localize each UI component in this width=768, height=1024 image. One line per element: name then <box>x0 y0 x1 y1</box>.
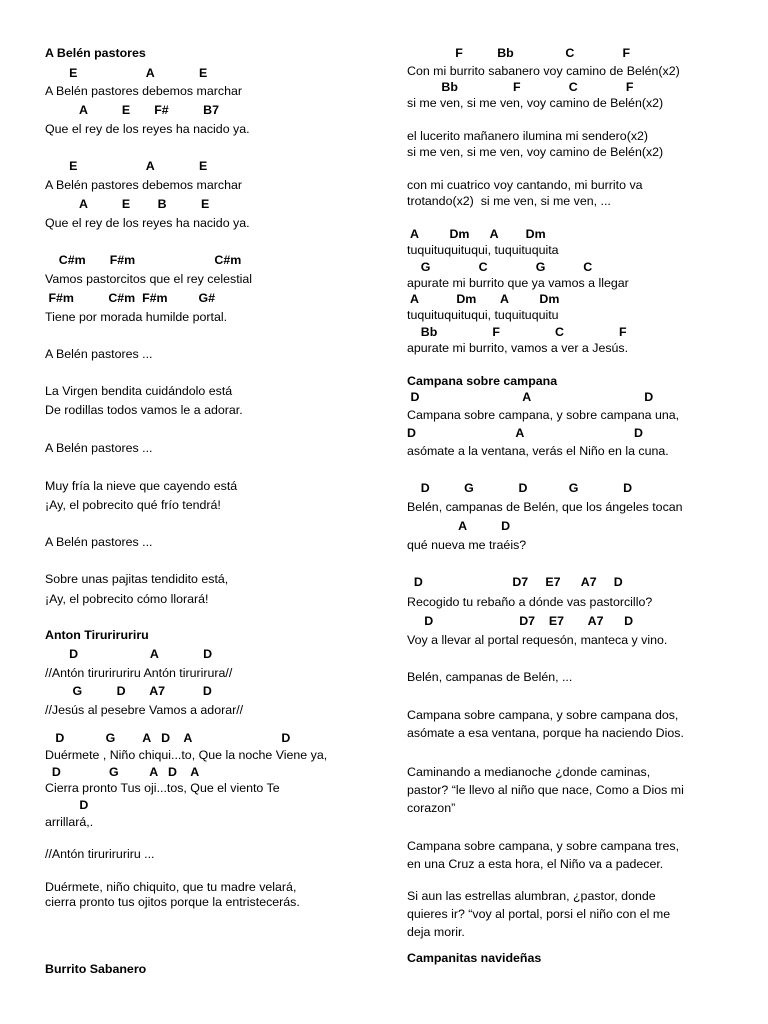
lyric-line: A Belén pastores debemos marchar <box>45 84 242 98</box>
lyric-line: apurate mi burrito, vamos a ver a Jesús. <box>407 341 629 355</box>
lyric-line: asómate a la ventana, verás el Niño en la cuna. <box>407 444 669 458</box>
lyric-line: A Belén pastores debemos marchar <box>45 178 242 192</box>
chord-line: D G A D A <box>45 765 200 779</box>
lyric-line: con mi cuatrico voy cantando, mi burrito va <box>407 178 643 192</box>
lyric-line: Belén, campanas de Belén, ... <box>407 670 573 684</box>
lyric-line: tuquituquituqui, tuquituquita <box>407 243 559 257</box>
lyric-line: //Antón tiruriruriru ... <box>45 847 155 861</box>
lyric-line: Voy a llevar al portal requesón, manteca y vino. <box>407 633 668 647</box>
lyric-line: pastor? “le llevo al niño que nace, Como a Dios mi <box>407 783 684 797</box>
lyric-line: quieres ir? “voy al portal, porsi el niño con el me <box>407 907 671 921</box>
lyric-line: el lucerito mañanero ilumina mi sendero(x2) <box>407 129 649 143</box>
lyric-line: Vamos pastorcitos que el rey celestial <box>45 272 253 286</box>
song-title: Burrito Sabanero <box>45 962 147 976</box>
lyric-line: corazon” <box>407 801 456 815</box>
chord-line: D G A D A D <box>45 731 291 745</box>
chord-line: G C G C <box>407 260 593 274</box>
lyric-line: Duérmete , Niño chiqui...to, Que la noche Viene ya, <box>45 748 328 762</box>
lyric-line: Sobre unas pajitas tendidito está, <box>45 572 229 586</box>
chord-line: A Dm A Dm <box>407 292 560 306</box>
lyric-line: si me ven, si me ven, voy camino de Belén(x2) <box>407 96 664 110</box>
lyric-line: A Belén pastores ... <box>45 441 153 455</box>
lyric-line: tuquituquituqui, tuquituquitu <box>407 308 559 322</box>
chord-line: G D A7 D <box>45 684 212 698</box>
lyric-line: Campana sobre campana, y sobre campana dos, <box>407 708 679 722</box>
chord-line: Bb F C F <box>407 325 627 339</box>
lyric-line: ¡Ay, el pobrecito qué frío tendrá! <box>45 498 221 512</box>
lyric-line: A Belén pastores ... <box>45 347 153 361</box>
chord-line: D A D <box>407 390 654 404</box>
chord-line: A Dm A Dm <box>407 227 546 241</box>
lyric-line: trotando(x2) si me ven, si me ven, ... <box>407 194 611 208</box>
chord-line: D G D G D <box>407 481 633 495</box>
lyric-line: Que el rey de los reyes ha nacido ya. <box>45 122 250 136</box>
lyric-line: Belén, campanas de Belén, que los ángeles tocan <box>407 500 683 514</box>
song-title: Campana sobre campana <box>407 374 558 388</box>
lyric-line: ¡Ay, el pobrecito cómo llorará! <box>45 592 209 606</box>
lyric-line: De rodillas todos vamos le a adorar. <box>45 403 243 417</box>
lyric-line: si me ven, si me ven, voy camino de Belén(x2) <box>407 145 664 159</box>
lyric-line: //Antón tiruriruriru Antón tirurirura// <box>45 666 233 680</box>
song-title: A Belén pastores <box>45 46 146 60</box>
lyric-line: Campana sobre campana, y sobre campana tres, <box>407 839 680 853</box>
lyric-line: Tiene por morada humilde portal. <box>45 310 228 324</box>
song-title: Campanitas navideñas <box>407 951 542 965</box>
lyric-line: asómate a esa ventana, porque ha naciendo Dios. <box>407 726 684 740</box>
lyric-line: Cierra pronto Tus oji...tos, Que el viento Te <box>45 781 280 795</box>
chord-line: D <box>45 798 89 812</box>
lyric-line: Con mi burrito sabanero voy camino de Belén(x2) <box>407 64 680 78</box>
chord-line: A E B E <box>45 197 210 211</box>
lyric-line: Duérmete, niño chiquito, que tu madre velará, <box>45 880 297 894</box>
chord-line: A E F# B7 <box>45 103 219 117</box>
chord-line: D D7 E7 A7 D <box>407 575 623 589</box>
lyric-line: apurate mi burrito que ya vamos a llegar <box>407 276 629 290</box>
lyric-line: Si aun las estrellas alumbran, ¿pastor, donde <box>407 889 656 903</box>
lyric-line: Recogido tu rebaño a dónde vas pastorcillo? <box>407 595 653 609</box>
lyric-line: qué nueva me traéis? <box>407 538 527 552</box>
lyric-line: Que el rey de los reyes ha nacido ya. <box>45 216 250 230</box>
chord-line: D A D <box>407 426 643 440</box>
chord-line: A D <box>407 519 511 533</box>
lyric-line: Muy fría la nieve que cayendo está <box>45 479 238 493</box>
lyric-line: arrillará,. <box>45 815 94 829</box>
chord-line: F Bb C F <box>407 46 631 60</box>
chord-line: D A D <box>45 647 213 661</box>
chord-line: E A E <box>45 159 208 173</box>
lyric-line: deja morir. <box>407 925 465 939</box>
lyric-line: A Belén pastores ... <box>45 535 153 549</box>
chord-line: Bb F C F <box>407 80 634 94</box>
lyric-line: //Jesús al pesebre Vamos a adorar// <box>45 703 244 717</box>
chord-line: D D7 E7 A7 D <box>407 614 634 628</box>
chord-line: C#m F#m C#m <box>45 253 242 267</box>
lyric-line: La Virgen bendita cuidándolo está <box>45 384 233 398</box>
chord-line: F#m C#m F#m G# <box>45 291 216 305</box>
lyric-line: en una Cruz a esta hora, el Niño va a padecer. <box>407 857 664 871</box>
lyric-line: Campana sobre campana, y sobre campana una, <box>407 408 680 422</box>
chord-line: E A E <box>45 66 208 80</box>
lyric-line: cierra pronto tus ojitos porque la entristecerás. <box>45 895 300 909</box>
song-title: Anton Tiruriruriru <box>45 628 149 642</box>
lyric-line: Caminando a medianoche ¿donde caminas, <box>407 765 651 779</box>
